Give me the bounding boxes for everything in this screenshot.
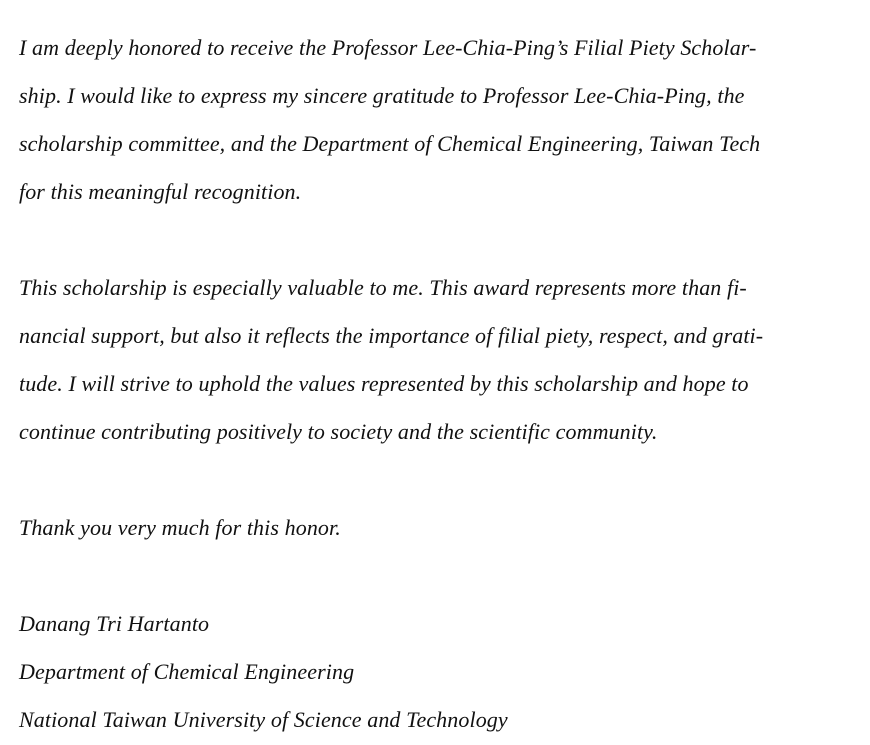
text-line: I am deeply honored to receive the Professor Lee-Chia-Ping’s Filial Piety Scholar- <box>19 35 757 60</box>
letter-document <box>19 24 864 744</box>
text-line: Thank you very much for this honor. <box>19 515 341 540</box>
paragraph-spacer <box>19 552 864 600</box>
text-line: continue contributing positively to society and the scientific community. <box>19 419 658 444</box>
text-line: for this meaningful recognition. <box>19 179 302 204</box>
paragraph-thanks <box>19 504 864 552</box>
paragraph-gratitude <box>19 24 864 216</box>
paragraph-spacer <box>19 456 864 504</box>
text-line: This scholarship is especially valuable to me. This award represents more than fi- <box>19 275 747 300</box>
text-line: nancial support, but also it reflects the importance of filial piety, respect, and grati- <box>19 323 764 348</box>
text-line: ship. I would like to express my sincere gratitude to Professor Lee-Chia-Ping, the <box>19 83 745 108</box>
paragraph-spacer <box>19 216 864 264</box>
signature-block <box>19 600 864 744</box>
signature-university: National Taiwan University of Science and Technology <box>19 707 508 732</box>
paragraph-value <box>19 264 864 456</box>
signature-department: Department of Chemical Engineering <box>19 659 355 684</box>
signature-name: Danang Tri Hartanto <box>19 611 210 636</box>
text-line: tude. I will strive to uphold the values represented by this scholarship and hope to <box>19 371 749 396</box>
text-line: scholarship committee, and the Department of Chemical Engineering, Taiwan Tech <box>19 131 761 156</box>
